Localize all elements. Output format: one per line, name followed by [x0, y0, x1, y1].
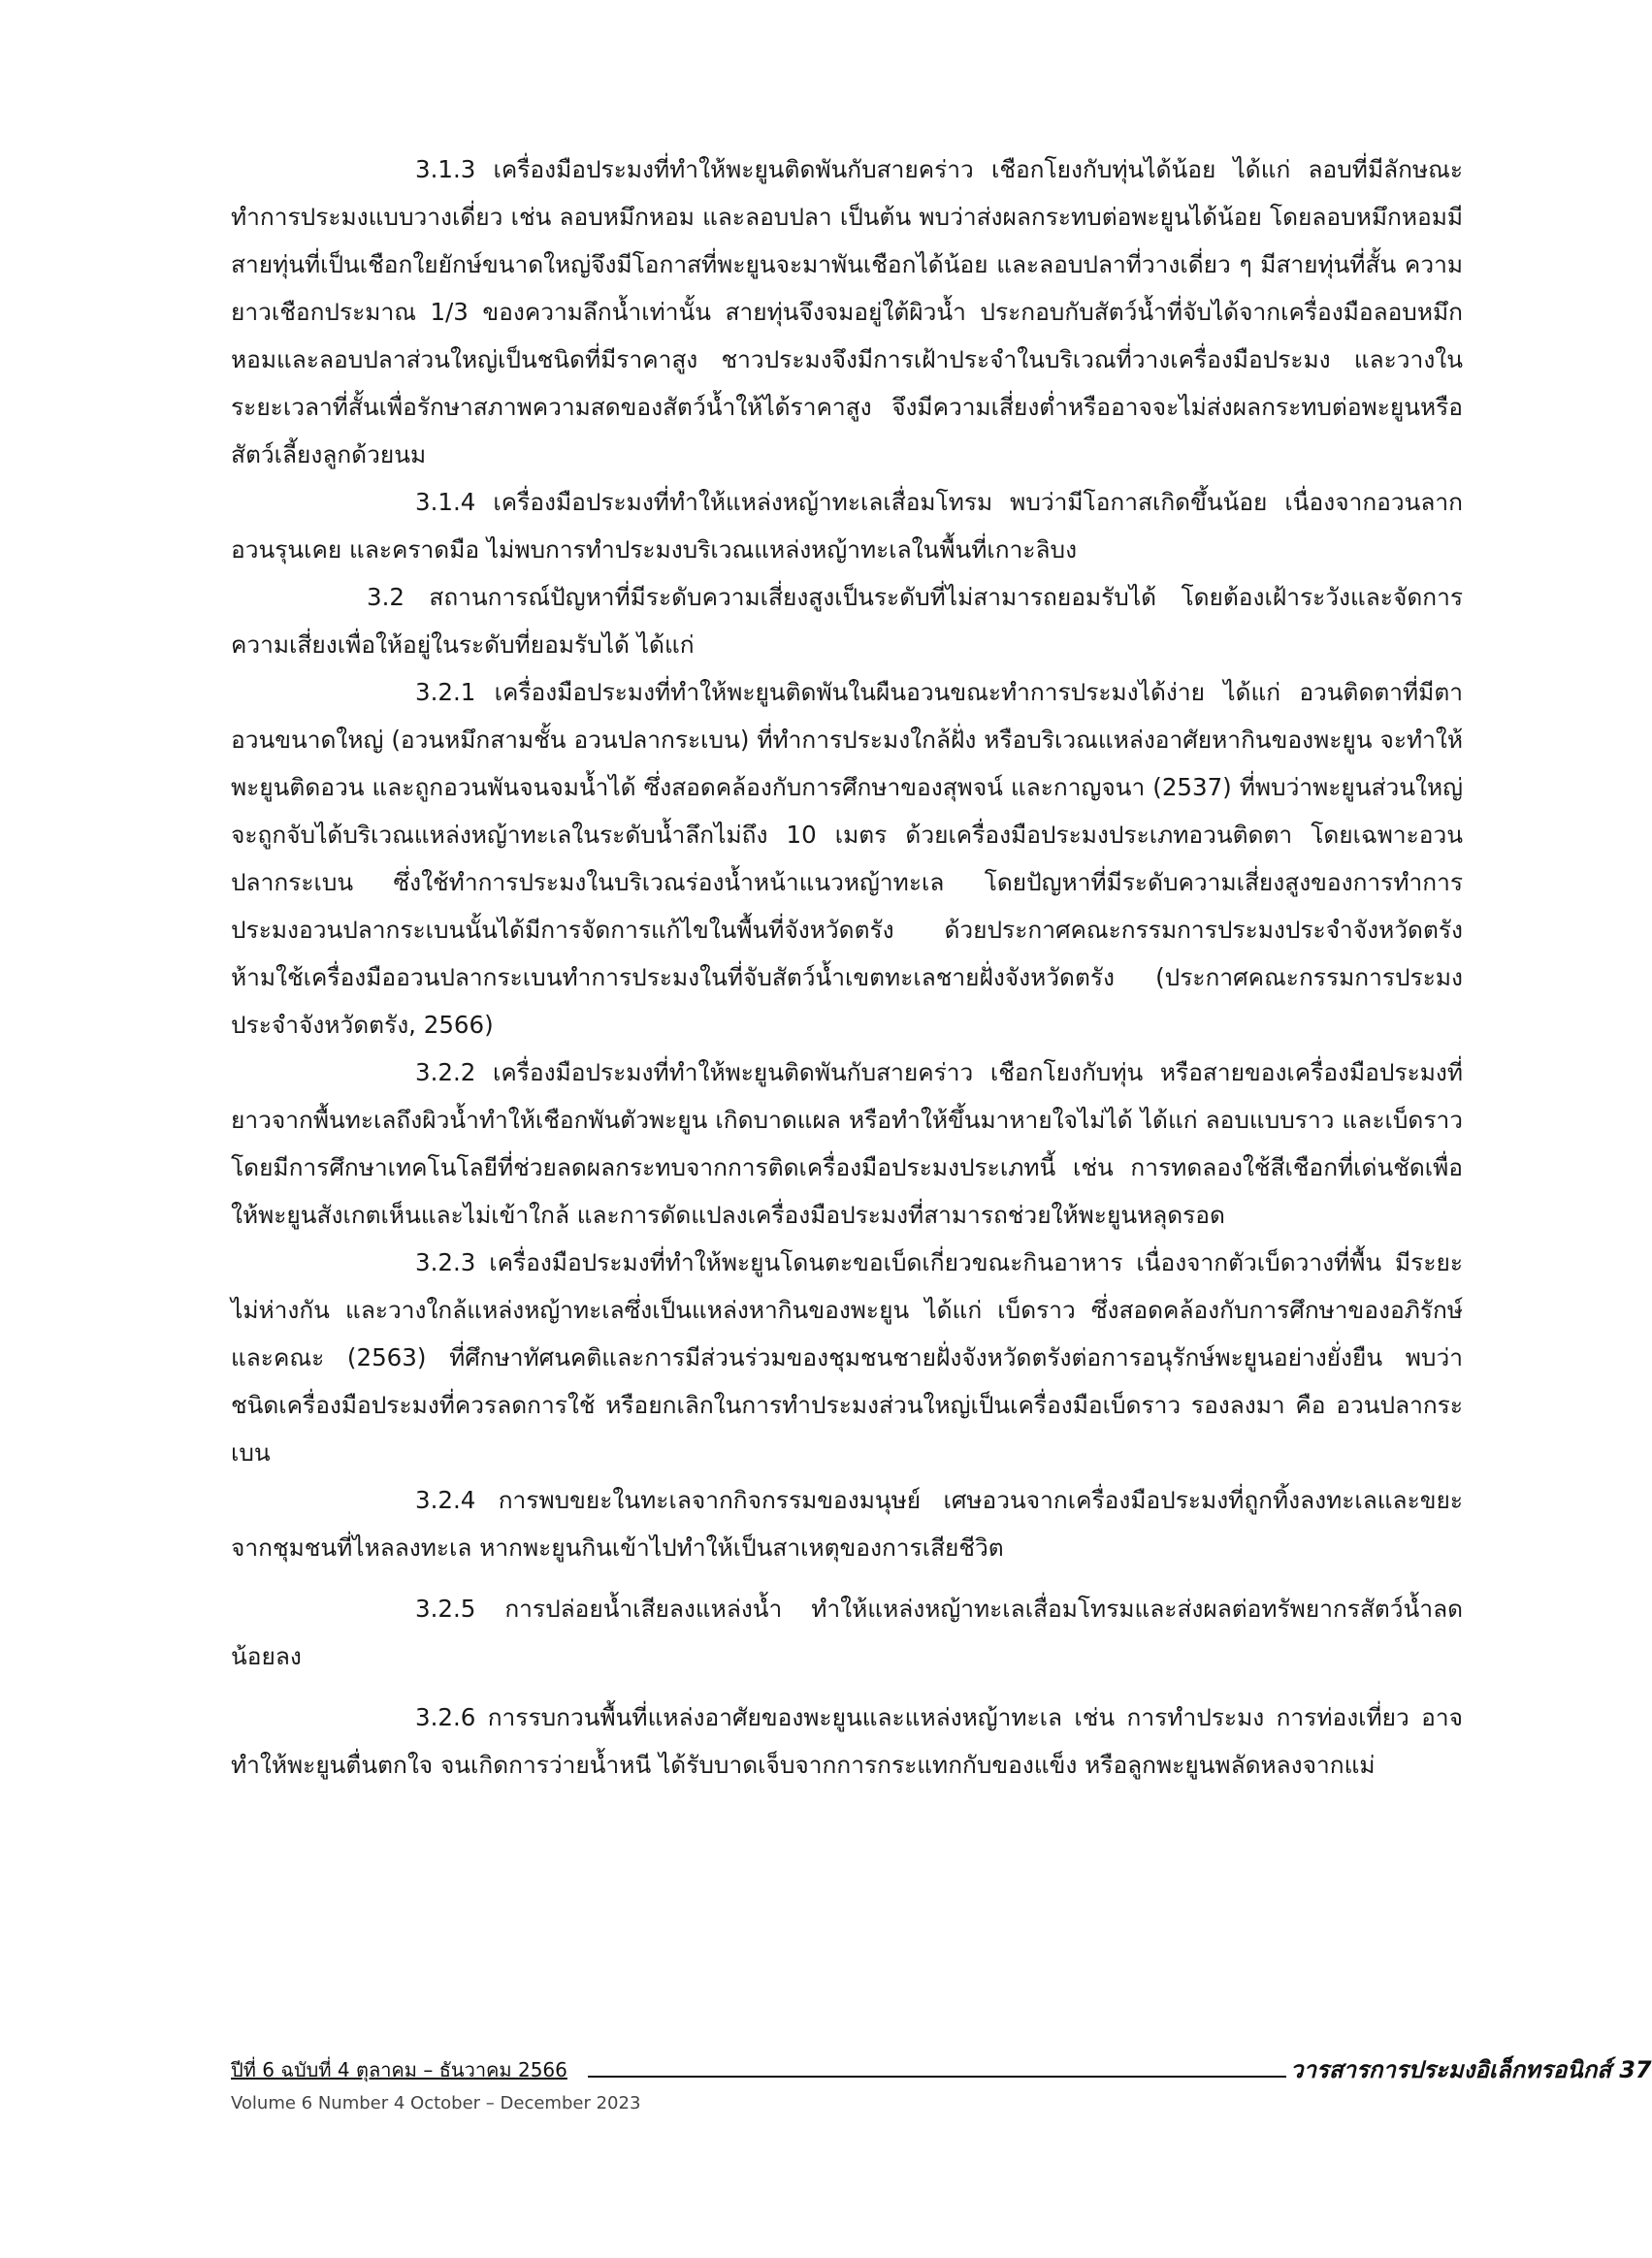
paragraph-3-1-3: 3.1.3 เครื่องมือประมงที่ทำให้พะยูนติดพันกับสายคร่าว เชือกโยงกับทุ่นได้น้อย ได้แก่ ลอบที่มีลักษณะทำการประมงแบบวางเดี่ยว เช่น ลอบหมึกหอม และลอบปลา เป็นต้น พบว่าส่งผลกระทบต่อพะยูนได้น้อย โดยลอบหมึกหอมมีสายทุ่นที่เป็นเชือกใยยักษ์ขนาดใหญ่จึงมีโอกาสที่พะยูนจะมาพันเชือกได้น้อย และลอบปลาที่วางเดี่ยว ๆ มีสายทุ่นที่สั้น ความยาวเชือกประมาณ 1/3 ของความลึกน้ำเท่านั้น สายทุ่นจึงจมอยู่ใต้ผิวน้ำ ประกอบกับสัตว์น้ำที่จับได้จากเครื่องมือลอบหมึกหอมและลอบปลาส่วนใหญ่เป็นชนิดที่มีราคาสูง ชาวประมงจึงมีการเฝ้าประจำในบริเวณที่วางเครื่องมือประมง และวางในระยะเวลาที่สั้นเพื่อรักษาสภาพความสดของสัตว์น้ำให้ได้ราคาสูง จึงมีความเสี่ยงต่ำหรืออาจจะไม่ส่งผลกระทบต่อพะยูนหรือสัตว์เลี้ยงลูกด้วยนม [231, 155, 1463, 468]
footer-issue-thai: ปีที่ 6 ฉบับที่ 4 ตุลาคม – ธันวาคม 2566 [231, 2058, 567, 2081]
page-footer [231, 2054, 1652, 2132]
paragraph-3-2: 3.2 สถานการณ์ปัญหาที่มีระดับความเสี่ยงสูงเป็นระดับที่ไม่สามารถยอมรับได้ โดยต้องเฝ้าระวังและจัดการความเสี่ยงเพื่อให้อยู่ในระดับที่ยอมรับได้ ได้แก่ [231, 583, 1463, 659]
paragraph-3-2-3: 3.2.3 เครื่องมือประมงที่ทำให้พะยูนโดนตะขอเบ็ดเกี่ยวขณะกินอาหาร เนื่องจากตัวเบ็ดวางที่พื้น มีระยะไม่ห่างกัน และวางใกล้แหล่งหญ้าทะเลซึ่งเป็นแหล่งหากินของพะยูน ได้แก่ เบ็ดราว ซึ่งสอดคล้องกับการศึกษาของอภิรักษ์ และคณะ (2563) ที่ศึกษาทัศนคติและการมีส่วนร่วมของชุมชนชายฝั่งจังหวัดตรังต่อการอนุรักษ์พะยูนอย่างยั่งยืน พบว่าชนิดเครื่องมือประมงที่ควรลดการใช้ หรือยกเลิกในการทำประมงส่วนใหญ่เป็นเครื่องมือเบ็ดราว รองลงมา คือ อวนปลากระเบน [231, 1248, 1463, 1467]
footer-rule [588, 2076, 1286, 2078]
paragraph-3-2-2: 3.2.2 เครื่องมือประมงที่ทำให้พะยูนติดพันกับสายคร่าว เชือกโยงกับทุ่น หรือสายของเครื่องมือประมงที่ยาวจากพื้นทะเลถึงผิวน้ำทำให้เชือกพันตัวพะยูน เกิดบาดแผล หรือทำให้ขึ้นมาหายใจไม่ได้ ได้แก่ ลอบแบบราว และเบ็ดราว โดยมีการศึกษาเทคโนโลยีที่ช่วยลดผลกระทบจากการติดเครื่องมือประมงประเภทนี้ เช่น การทดลองใช้สีเชือกที่เด่นชัดเพื่อให้พะยูนสังเกตเห็นและไม่เข้าใกล้ และการดัดแปลงเครื่องมือประมงที่สามารถช่วยให้พะยูนหลุดรอด [231, 1058, 1463, 1229]
paragraph-3-2-1: 3.2.1 เครื่องมือประมงที่ทำให้พะยูนติดพันในผืนอวนขณะทำการประมงได้ง่าย ได้แก่ อวนติดตาที่มีตาอวนขนาดใหญ่ (อวนหมึกสามชั้น อวนปลากระเบน) ที่ทำการประมงใกล้ฝั่ง หรือบริเวณแหล่งอาศัยหากินของพะยูน จะทำให้พะยูนติดอวน และถูกอวนพันจนจมน้ำได้ ซึ่งสอดคล้องกับการศึกษาของสุพจน์ และกาญจนา (2537) ที่พบว่าพะยูนส่วนใหญ่จะถูกจับได้บริเวณแหล่งหญ้าทะเลในระดับน้ำลึกไม่ถึง 10 เมตร ด้วยเครื่องมือประมงประเภทอวนติดตา โดยเฉพาะอวนปลากระเบน ซึ่งใช้ทำการประมงในบริเวณร่องน้ำหน้าแนวหญ้าทะเล โดยปัญหาที่มีระดับความเสี่ยงสูงของการทำการประมงอวนปลากระเบนนั้นได้มีการจัดการแก้ไขในพื้นที่จังหวัดตรัง ด้วยประกาศคณะกรรมการประมงประจำจังหวัดตรัง ห้ามใช้เครื่องมืออวนปลากระเบนทำการประมงในที่จับสัตว์น้ำเขตทะเลชายฝั่งจังหวัดตรัง (ประกาศคณะกรรมการประมงประจำจังหวัดตรัง, 2566) [231, 678, 1463, 1039]
paragraph-3-2-6: 3.2.6 การรบกวนพื้นที่แหล่งอาศัยของพะยูนและแหล่งหญ้าทะเล เช่น การทำประมง การท่องเที่ยว อาจทำให้พะยูนตื่นตกใจ จนเกิดการว่ายน้ำหนี ได้รับบาดเจ็บจากการกระแทกกับของแข็ง หรือลูกพะยูนพลัดหลงจากแม่ [231, 1703, 1463, 1779]
paragraph-3-2-4: 3.2.4 การพบขยะในทะเลจากกิจกรรมของมนุษย์ เศษอวนจากเครื่องมือประมงที่ถูกทิ้งลงทะเลและขยะจากชุมชนที่ไหลลงทะเล หากพะยูนกินเข้าไปทำให้เป็นสาเหตุของการเสียชีวิต [231, 1486, 1463, 1562]
paragraph-3-1-4: 3.1.4 เครื่องมือประมงที่ทำให้แหล่งหญ้าทะเลเสื่อมโทรม พบว่ามีโอกาสเกิดขึ้นน้อย เนื่องจากอวนลาก อวนรุนเคย และคราดมือ ไม่พบการทำประมงบริเวณแหล่งหญ้าทะเลในพื้นที่เกาะลิบง [231, 488, 1463, 564]
article-body [231, 145, 1463, 1789]
footer-journal-page: วารสารการประมงอิเล็กทรอนิกส์ 37 [1290, 2056, 1652, 2083]
footer-issue-english: Volume 6 Number 4 October – December 2023 [231, 2093, 641, 2113]
paragraph-3-2-5: 3.2.5 การปล่อยน้ำเสียลงแหล่งน้ำ ทำให้แหล่งหญ้าทะเลเสื่อมโทรมและส่งผลต่อทรัพยากรสัตว์น้ำลดน้อยลง [231, 1595, 1463, 1670]
